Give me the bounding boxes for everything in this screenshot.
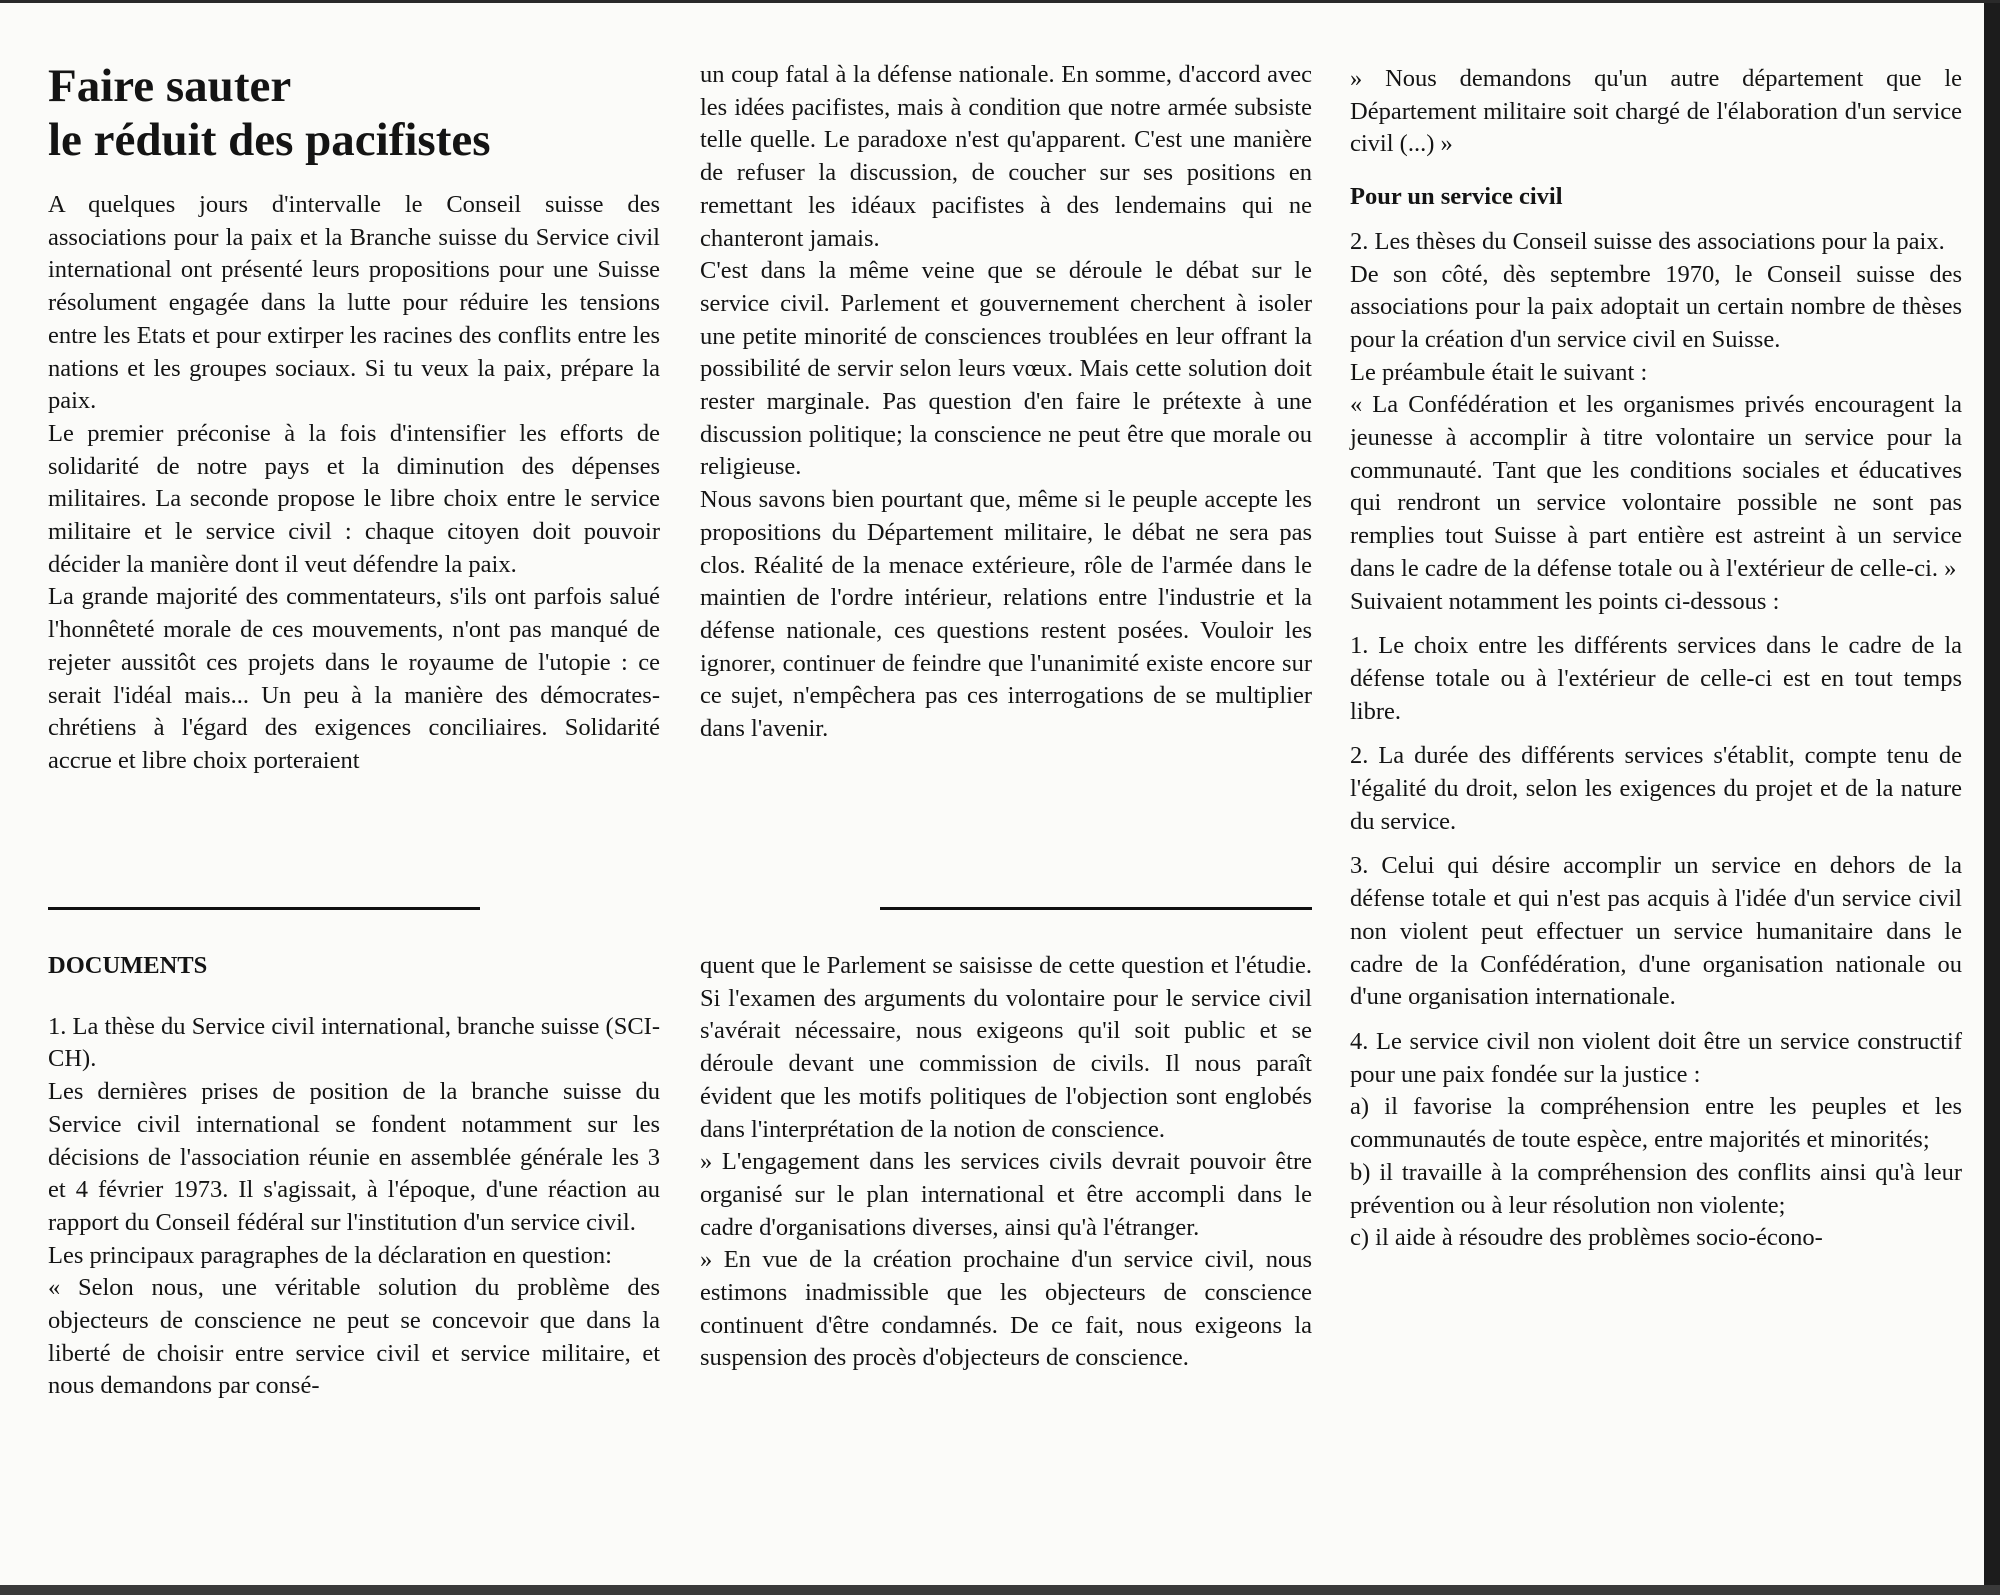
service-civil-heading: Pour un service civil: [1350, 183, 1563, 211]
documents-paragraph: » L'engagement dans les services civils devrait pouvoir être organisé sur le plan international et être accompli dans le cadre d'organisations diverses, ainsi qu'à l'étranger.: [700, 1148, 1312, 1241]
article-title: [48, 59, 660, 167]
article-column-1: [48, 59, 660, 778]
section-divider-right: [880, 907, 1312, 910]
documents-heading: DOCUMENTS: [48, 952, 208, 979]
article-paragraph: Le premier préconise à la fois d'intensifier les efforts de solidarité de notre pays et la diminution des dépenses militaires. La seconde propose le libre choix entre le service militaire et le service civil : chaque citoyen doit pouvoir décider la manière dont il veut défendre la paix.: [48, 419, 660, 578]
numbered-point: 3. Celui qui désire accomplir un service en dehors de la défense totale et qui n'est pas acquis à l'idée d'un service civil non violent peut effectuer un service humanitaire dans le cadre de la Confédération, d'une organisation nationale ou d'une organisation internationale.: [1350, 852, 1962, 1011]
article-title-line-1: Faire sauter: [48, 60, 292, 112]
sub-point: b) il travaille à la compréhension des conflits ainsi qu'à leur prévention ou à leur résolution non violente;: [1350, 1158, 1962, 1219]
column-3: [1350, 63, 1962, 1255]
article-column-2: [700, 59, 1312, 746]
column-3-paragraph: 2. Les thèses du Conseil suisse des associations pour la paix.: [1350, 227, 1945, 255]
article-paragraph: un coup fatal à la défense nationale. En somme, d'accord avec les idées pacifistes, mais à condition que notre armée subsiste telle quelle. Le paradoxe n'est qu'apparent. C'est une manière de refuser la discussion, de coucher sur ses positions en remettant les idéaux pacifistes à des lendemains qui ne chanteront jamais.: [700, 61, 1312, 252]
column-3-paragraph: « La Confédération et les organismes privés encouragent la jeunesse à accomplir à titre volontaire un service pour la communauté. Tant que les conditions sociales et éducatives qui rendront un service volontaire possible ne sont pas remplies tout Suisse à part entière est astreint à un service dans le cadre de la défense totale ou à l'extérieur de celle-ci. »: [1350, 391, 1962, 582]
documents-paragraph: Les principaux paragraphes de la déclaration en question:: [48, 1241, 612, 1269]
article-title-line-2: le réduit des pacifistes: [48, 114, 491, 166]
numbered-point: 1. Le choix entre les différents services dans le cadre de la défense totale ou à l'extérieur de celle-ci est en tout temps libre.: [1350, 632, 1962, 725]
documents-paragraph: quent que le Parlement se saisisse de cette question et l'étudie. Si l'examen des arguments du volontaire pour le service civil s'avérait nécessaire, nous exigeons qu'il soit public et se déroule devant une commission de civils. Il nous paraît évident que les motifs politiques de l'objection sont englobés dans l'interprétation de la notion de conscience.: [700, 952, 1312, 1143]
article-paragraph: A quelques jours d'intervalle le Conseil suisse des associations pour la paix et la Branche suisse du Service civil international ont présenté leurs propositions pour une Suisse résolument engagée dans la lutte pour réduire les tensions entre les Etats et pour extirper les racines des conflits entre les nations et les groupes sociaux. Si tu veux la paix, prépare la paix.: [48, 191, 660, 415]
numbered-point: 4. Le service civil non violent doit être un service constructif pour une paix fondée sur la justice :: [1350, 1027, 1962, 1088]
documents-paragraph: 1. La thèse du Service civil international, branche suisse (SCI-CH).: [48, 1012, 660, 1073]
numbered-point: 2. La durée des différents services s'établit, compte tenu de l'égalité du droit, selon les exigences du projet et de la nature du service.: [1350, 742, 1962, 835]
documents-paragraph: Les dernières prises de position de la branche suisse du Service civil international se fondent notamment sur les décisions de l'association réunie en assemblée générale les 3 et 4 février 1973. Il s'agissait, à l'époque, d'une réaction au rapport du Conseil fédéral sur l'institution d'un service civil.: [48, 1078, 660, 1236]
article-paragraph: C'est dans la même veine que se déroule le débat sur le service civil. Parlement et gouvernement cherchent à isoler une petite minorité de consciences troublées en leur offrant la possibilité de servir selon leurs vœux. Mais cette solution doit rester marginale. Pas question d'en faire le prétexte à une discussion politique; la conscience ne peut être que morale ou religieuse.: [700, 257, 1312, 481]
documents-column-2: [700, 950, 1312, 1375]
documents-paragraph: » En vue de la création prochaine d'un service civil, nous estimons inadmissible que les objecteurs de conscience continuent d'être condamnés. De ce fait, nous exigeons la suspension des procès d'objecteurs de conscience.: [700, 1246, 1312, 1372]
sub-point: c) il aide à résoudre des problèmes socio-écono-: [1350, 1224, 1823, 1252]
documents-column-1: [48, 950, 660, 1403]
section-divider-left: [48, 907, 480, 910]
sub-point: a) il favorise la compréhension entre les peuples et les communautés de toute espèce, entre majorités et minorités;: [1350, 1093, 1962, 1154]
column-3-intro: » Nous demandons qu'un autre département que le Département militaire soit chargé de l'élaboration d'un service civil (...) »: [1350, 65, 1962, 158]
documents-paragraph: « Selon nous, une véritable solution du problème des objecteurs de conscience ne peut se concevoir que dans la liberté de choisir entre service civil et service militaire, et nous demandons par consé-: [48, 1274, 660, 1400]
scan-edge-bottom: [0, 1585, 2000, 1595]
column-3-paragraph: Suivaient notamment les points ci-dessous :: [1350, 587, 1780, 615]
scan-edge-right: [1984, 3, 2000, 1595]
article-paragraph: Nous savons bien pourtant que, même si le peuple accepte les propositions du Département militaire, le débat ne sera pas clos. Réalité de la menace extérieure, rôle de l'armée dans le maintien de l'ordre intérieur, relations entre l'industrie et la défense nationale, ces questions restent posées. Vouloir les ignorer, continuer de feindre que l'unanimité existe encore sur ce sujet, n'empêchera pas ces interrogations de se multiplier dans l'avenir.: [700, 486, 1312, 743]
article-paragraph: La grande majorité des commentateurs, s'ils ont parfois salué l'honnêteté morale de ces mouvements, n'ont pas manqué de rejeter aussitôt ces projets dans le royaume de l'utopie : ce serait l'idéal mais... Un peu à la manière des démocrates-chrétiens à l'égard des exigences conciliaires. Solidarité accrue et libre choix porteraient: [48, 583, 660, 774]
column-3-paragraph: De son côté, dès septembre 1970, le Conseil suisse des associations pour la paix adoptait un certain nombre de thèses pour la création d'un service civil en Suisse.: [1350, 260, 1962, 353]
column-3-paragraph: Le préambule était le suivant :: [1350, 358, 1648, 386]
